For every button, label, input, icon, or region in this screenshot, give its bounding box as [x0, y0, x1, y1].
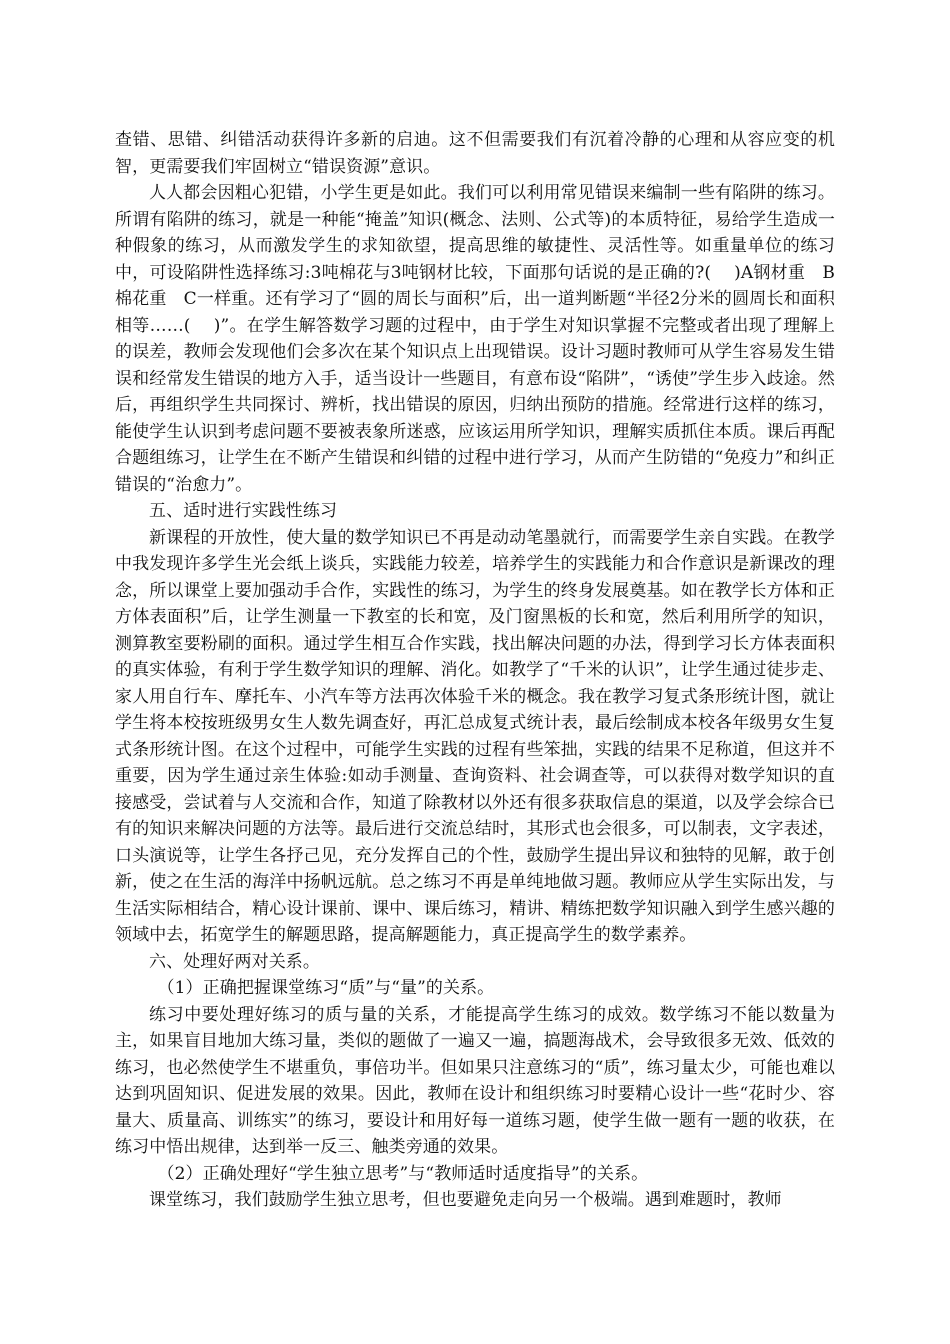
subheading-independent-thinking: （2）正确处理好“学生独立思考”与“教师适时适度指导”的关系。	[157, 1163, 649, 1184]
paragraph-independent-thinking: 课堂练习，我们鼓励学生独立思考，但也要避免走向另一个极端。遇到难题时，教师	[149, 1190, 782, 1210]
paragraph-trap-exercises: 人人都会因粗心犯错，小学生更是如此。我们可以利用常见错误来编制一些有陷阱的练习。所谓有陷阱的练习，就是一种能“掩盖”知识(概念、法则、公式等)的本质特征，易给学生造成一种假象的练习，从而激发学生的求知欲望，提高思维的敏捷性、灵活性等。如重量单位的练习中，可设陷阱性选择练习:3吨棉花与3吨钢材比较，下面那句话说的是正确的?( )A钢材重 B棉花重 C一样重。还有学习了“圆的周长与面积”后，出一道判断题“半径2分米的圆周长和面积相等……( )”。在学生解答数学习题的过程中，由于学生对知识掌握不完整或者出现了理解上的误差，教师会发现他们会多次在某个知识点上出现错误。设计习题时教师可从学生容易发生错误和经常发生错误的地方入手，适当设计一些题目，有意布设“陷阱”，“诱使”学生步入歧途。然后，再组织学生共同探讨、辨析，找出错误的原因，归纳出预防的措施。经常进行这样的练习，能使学生认识到考虑问题不要被表象所迷惑，应该运用所学知识，理解实质抓住本质。课后再配合题组练习，让学生在不断产生错误和纠错的过程中进行学习，从而产生防错的“免疫力”和纠正错误的“治愈力”。	[115, 183, 835, 495]
paragraph-practice: 新课程的开放性，使大量的数学知识已不再是动动笔墨就行，而需要学生亲自实践。在教学中我发现许多学生光会纸上谈兵，实践能力较差，培养学生的实践能力和合作意识是新课改的理念，所以课堂上要加强动手合作，实践性的练习，为学生的终身发展奠基。如在教学长方体和正方体表面积”后，让学生测量一下教室的长和宽，及门窗黑板的长和宽，然后利用所学的知识，测算教室要粉刷的面积。通过学生相互合作实践，找出解决问题的办法，得到学习长方体表面积的真实体验，有利于学生数学知识的理解、消化。如教学了“千米的认识”，让学生通过徒步走、家人用自行车、摩托车、小汽车等方法再次体验千米的概念。我在教学习复式条形统计图，就让学生将本校按班级男女生人数先调查好，再汇总成复式统计表，最后绘制成本校各年级男女生复式条形统计图。在这个过程中，可能学生实践的过程有些笨拙，实践的结果不足称道，但这并不重要，因为学生通过亲生体验:如动手测量、查询资料、社会调查等，可以获得对数学知识的直接感受，尝试着与人交流和合作，知道了除教材以外还有很多获取信息的渠道，以及学会综合已有的知识来解决问题的方法等。最后进行交流总结时，其形式也会很多，可以制表，文字表述，口头演说等，让学生各抒己见，充分发挥自己的个性，鼓励学生提出异议和独特的见解，敢于创新，使之在生活的海洋中扬帆远航。总之练习不再是单纯地做习题。教师应从学生实际出发，与生活实际相结合，精心设计课前、课中、课后练习，精讲、精练把数学知识融入到学生感兴趣的领域中去，拓宽学生的解题思路，提高解题能力，真正提高学生的数学素养。	[115, 527, 835, 945]
section-heading-6: 六、处理好两对关系。	[149, 951, 320, 972]
subheading-quality-quantity: （1）正确把握课堂练习“质”与“量”的关系。	[157, 978, 495, 998]
document-page	[115, 127, 835, 1214]
section-heading-5: 五、适时进行实践性练习	[149, 501, 338, 521]
paragraph-quality-quantity: 练习中要处理好练习的质与量的关系，才能提高学生练习的成效。数学练习不能以数量为主，如果盲目地加大练习量，类似的题做了一遍又一遍，搞题海战术，会导致很多无效、低效的练习，也必然使学生不堪重负，事倍功半。但如果只注意练习的“质”，练习量太少，可能也难以达到巩固知识、促进发展的效果。因此，教师在设计和组织练习时要精心设计一些“花时少、容量大、质量高、训练实”的练习，要设计和用好每一道练习题，使学生做一题有一题的收获，在练习中悟出规律，达到举一反三、触类旁通的效果。	[115, 1004, 835, 1157]
paragraph-continuation: 查错、思错、纠错活动获得许多新的启迪。这不但需要我们有沉着冷静的心理和从容应变的机智，更需要我们牢固树立“错误资源”意识。	[115, 130, 835, 177]
